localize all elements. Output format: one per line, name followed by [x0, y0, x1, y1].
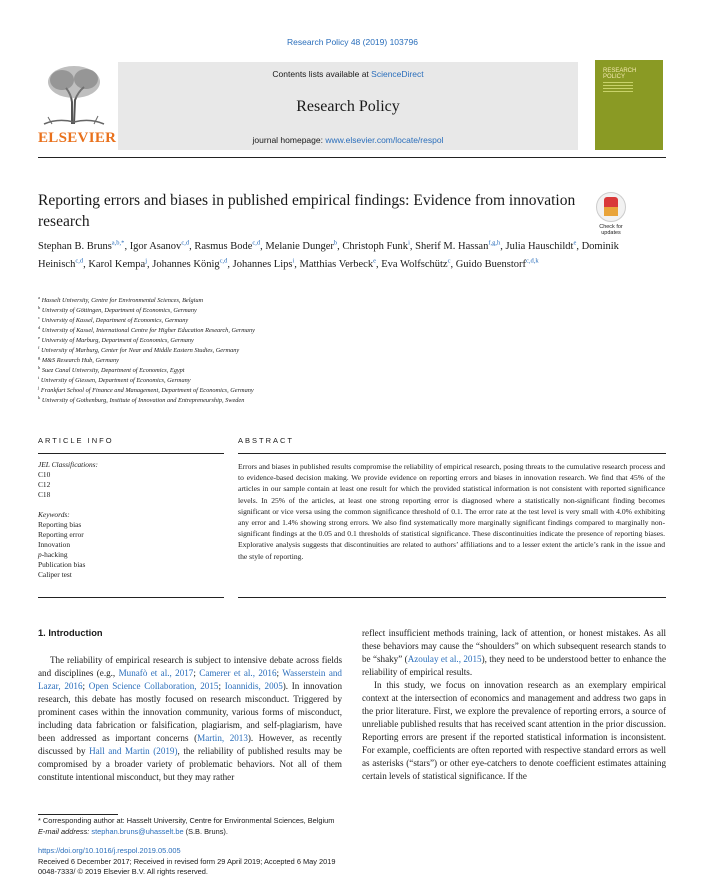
abstract-bottom-divider: [238, 597, 666, 598]
affiliation-item: [38, 356, 658, 366]
publisher-name: ELSEVIER: [38, 130, 117, 146]
author-name[interactable]: Sherif M. Hassan: [415, 241, 489, 252]
copyright-notice: 0048-7333/ © 2019 Elsevier B.V. All rights reserved.: [38, 867, 208, 876]
author-name[interactable]: Dominik Heinisch: [38, 241, 619, 270]
affiliation-item: [38, 306, 658, 316]
crossmark-label: Check for updates: [599, 224, 623, 236]
author-name[interactable]: Matthias Verbeck: [299, 259, 374, 270]
abstract-heading: ABSTRACT: [238, 436, 295, 445]
affiliation-key: b: [38, 304, 41, 310]
affiliation-key: i: [38, 375, 40, 381]
affiliation-item: [38, 296, 658, 306]
affiliation-item: [38, 396, 658, 406]
keyword: Caliper test: [38, 570, 72, 580]
article-info-panel: [38, 460, 224, 581]
crossmark-icon: [596, 192, 626, 222]
affiliation-text: M&S Research Hub, Germany: [41, 357, 119, 365]
affiliation-key: e: [38, 335, 40, 341]
author-name[interactable]: Johannes Lips: [232, 259, 293, 270]
author-affiliation-marker[interactable]: a,b,*: [111, 239, 125, 247]
homepage-prefix: journal homepage:: [252, 135, 326, 145]
article-info-divider: [38, 453, 224, 454]
corresponding-author-note: * Corresponding author at: Hasselt University, Centre for Environmental Sciences, Belgium: [38, 816, 335, 825]
citation-link[interactable]: Wasserstein and Lazar, 2016: [38, 668, 342, 691]
author-name[interactable]: Melanie Dunger: [265, 241, 334, 252]
affiliation-text: University of Marburg, Center for Near and Middle Eastern Studies, Germany: [41, 347, 240, 355]
article-footer: [38, 846, 658, 878]
citation-link[interactable]: Camerer et al., 2016: [199, 668, 277, 678]
jel-list: [38, 470, 224, 500]
author-name[interactable]: Julia Hauschildt: [505, 241, 574, 252]
journal-cover-thumbnail[interactable]: [595, 60, 663, 150]
contents-prefix: Contents lists available at: [272, 69, 372, 79]
keywords-label: Keywords:: [38, 510, 70, 520]
affiliation-list: [38, 296, 658, 407]
author-affiliation-marker[interactable]: i: [292, 257, 295, 265]
email-note: [38, 827, 658, 838]
author-affiliation-marker[interactable]: c: [447, 257, 451, 265]
citation-link[interactable]: Azoulay et al., 2015: [407, 654, 482, 664]
citation-link[interactable]: Martin, 2013: [197, 733, 248, 743]
author-name[interactable]: Johannes König: [152, 259, 220, 270]
keyword: Innovation: [38, 540, 71, 550]
abstract-divider: [238, 453, 666, 454]
keyword: Publication bias: [38, 560, 86, 570]
paragraph: In this study, we focus on innovation research as an exemplary empirical context at the intersection of economics and management and address two gaps in the prior literature. First, we explore the prevalence of reporting errors, a source of unreliable published results that has received scant attention in the prior discussion. Reporting errors are present if the reported statistical information is inconsistent. For example, coefficients are often reported with respective standard errors as well as asterisks (“stars”) or other eye-catchers to denote coefficient estimates attaining certain levels of statistical significance. If the: [362, 680, 666, 781]
email-suffix: (S.B. Bruns).: [183, 826, 228, 836]
jel-code: C18: [38, 490, 51, 500]
article-info-heading: ARTICLE INFO: [38, 436, 114, 445]
author-name[interactable]: Igor Asanov: [129, 241, 182, 252]
affiliation-item: [38, 316, 658, 326]
contents-line: [118, 69, 578, 79]
jel-code: C10: [38, 470, 51, 480]
abstract-text: Errors and biases in published results compromise the reliability of empirical research, posing threats to the cumulative research process and to evidence-based decision making. We provide evidence on reporting errors and biases in innovation research. We find that 45% of the articles in our sample contain at least one result for which the provided statistical information is not consistent with reported significance levels. In 25% of the articles, at least one strong reporting error is diagnosed where a statistically non-significant finding becomes significant or vice versa using the common significance threshold of 0.1. The error rate at the test level is very small with 4.0% exhibiting any error and 1.4% showing strong errors. We also find systematically more marginally significant findings compared to marginally non-significant findings at the 0.05 and 0.1 thresholds of statistical significance. These discontinuities indicate the presence of reporting biases. Explorative analysis suggests that discontinuities are related to authors’ affiliations and to a lesser extent the article’s rank in the issue and the style of reporting.: [238, 462, 665, 561]
affiliation-text: Hasselt University, Centre for Environmental Sciences, Belgium: [41, 297, 204, 304]
author-affiliation-marker[interactable]: c,d,k: [526, 257, 539, 265]
affiliation-text: Frankfurt School of Finance and Management, Department of Economics, Germany: [40, 387, 254, 395]
affiliation-key: j: [38, 385, 40, 391]
journal-title: Research Policy: [296, 98, 400, 115]
article-dates: Received 6 December 2017; Received in revised form 29 April 2019; Accepted 6 May 2019: [38, 856, 336, 866]
keyword: Reporting bias: [38, 520, 82, 530]
author-affiliation-marker[interactable]: c,d: [219, 257, 228, 265]
author-affiliation-marker[interactable]: f,g,h: [488, 239, 501, 247]
citation-link[interactable]: Hall and Martin (2019): [89, 746, 178, 756]
affiliation-item: [38, 346, 658, 356]
header-divider: [38, 157, 666, 158]
author-affiliation-marker[interactable]: i: [408, 239, 410, 247]
body-column-right: [362, 627, 666, 783]
affiliation-item: [38, 326, 658, 336]
affiliation-item: [38, 366, 658, 376]
author-affiliation-marker[interactable]: b: [333, 239, 338, 247]
affiliation-text: University of Gothenburg, Institute of Innovation and Entrepreneurship, Sweden: [41, 397, 245, 405]
paragraph: The reliability of empirical research is subject to intensive debate across fields and disciplines (e.g., Munafò et al., 2017; Camerer et al., 2016; Wasserstein and Lazar, 2016; Open Science Collaboration, 2015; Ioannidis, 2005). In innovation research, this debate has mostly focused on research misconduct. Triggered by prominent cases within the innovation community, various forms of misconduct, including data fabrication or falsification, plagiarism, and self-plagiarism, have been addressed as important concerns (Martin, 2013). However, as recently discussed by Hall and Martin (2019), the reliability of published results may be compromised by a broader variety of problematic behaviors. Not all of them constitute intentional misconduct, but they may rather: [38, 655, 343, 782]
citation-link[interactable]: Open Science Collaboration, 2015: [88, 681, 219, 691]
body-column-left: [38, 627, 342, 784]
affiliation-key: h: [38, 365, 41, 371]
affiliation-key: g: [38, 355, 41, 361]
journal-reference[interactable]: Research Policy 48 (2019) 103796: [287, 37, 418, 47]
affiliation-text: Suez Canal University, Department of Economics, Egypt: [41, 367, 185, 375]
author-affiliation-marker[interactable]: e: [373, 257, 376, 265]
affiliation-key: k: [38, 395, 41, 401]
affiliation-item: [38, 376, 658, 386]
sciencedirect-link[interactable]: ScienceDirect: [371, 69, 424, 79]
author-affiliation-marker[interactable]: c,d: [75, 257, 84, 265]
author-affiliation-marker[interactable]: j: [145, 257, 148, 265]
footnotes: [38, 816, 658, 837]
affiliation-item: [38, 386, 658, 396]
affiliation-text: University of Marburg, Department of Economics, Germany: [41, 337, 194, 345]
author-name[interactable]: Rasmus Bode: [194, 241, 253, 252]
email-link[interactable]: stephan.bruns@uhasselt.be: [91, 826, 184, 836]
affiliation-key: f: [38, 345, 40, 351]
email-label: E-mail address:: [38, 826, 92, 836]
citation-link[interactable]: Munafò et al., 2017: [118, 668, 194, 678]
author-name[interactable]: Stephan B. Bruns: [38, 241, 112, 252]
article-info-bottom-divider: [38, 597, 224, 598]
homepage-link[interactable]: www.elsevier.com/locate/respol: [325, 135, 444, 145]
author-name[interactable]: Karol Kempa: [88, 259, 146, 270]
author-name[interactable]: Eva Wolfschütz: [381, 259, 448, 270]
affiliation-text: University of Giessen, Department of Economics, Germany: [40, 377, 191, 385]
author-list: Stephan B. Bruns$^{a,b,*}$, Igor Asanov$^{c,d}$, Rasmus Bode$^{c,d}$, Melanie Dunger$^b$, Christoph Funk$^i$, Sherif M. Hassan$^{f,g,h}$, Julia Hauschildt$^e$, Dominik Heinisch$^{c,d}$, Karol Kempa$^j$, Johannes König$^{c,d}$, Johannes Lips$^i$, Matthias Verbeck$^e$, Eva Wolfschütz$^c$, Guido Buenstorf$^{c,d,k}$: [38, 239, 619, 270]
journal-homepage: [118, 135, 578, 145]
affiliation-text: University of Kassel, Department of Economics, Germany: [41, 317, 189, 325]
jel-label: JEL Classifications:: [38, 460, 99, 469]
jel-code: C12: [38, 480, 51, 490]
author-affiliation-marker[interactable]: e: [573, 239, 577, 247]
affiliation-text: University of Kassel, International Centre for Higher Education Research, Germany: [41, 327, 255, 335]
citation-link[interactable]: Ioannidis, 2005: [224, 681, 283, 691]
paragraph: reflect insufficient methods training, lack of attention, or honest mistakes. As all these behaviors may cause the “shoulders” on which subsequent research stands to be “shaky” (Azoulay et al., 2015), they need to be understood better to enhance the reliability of empirical results.: [362, 628, 666, 677]
crossmark-badge[interactable]: [594, 192, 628, 236]
affiliation-key: a: [38, 294, 40, 300]
affiliation-key: c: [38, 315, 40, 320]
keyword: p-hacking: [38, 550, 68, 560]
author-affiliation-marker[interactable]: c,d: [181, 239, 190, 247]
cover-lines: [603, 82, 633, 94]
footnote-divider: [38, 814, 118, 815]
article-title: Reporting errors and biases in published empirical findings: Evidence from innovation research: [38, 192, 576, 230]
author-name[interactable]: Guido Buenstorf: [455, 259, 526, 270]
doi-link[interactable]: https://doi.org/10.1016/j.respol.2019.05.005: [38, 846, 181, 855]
cover-title: RESEARCH POLICY: [603, 68, 637, 80]
affiliation-text: University of Göttingen, Department of Economics, Germany: [41, 307, 197, 315]
keyword: Reporting error: [38, 530, 84, 540]
keyword-list: [38, 520, 224, 580]
section-heading-introduction: 1. Introduction: [38, 628, 103, 638]
author-name[interactable]: Christoph Funk: [342, 241, 409, 252]
affiliation-key: d: [38, 325, 41, 331]
affiliation-item: [38, 336, 658, 346]
author-affiliation-marker[interactable]: c,d: [252, 239, 261, 247]
